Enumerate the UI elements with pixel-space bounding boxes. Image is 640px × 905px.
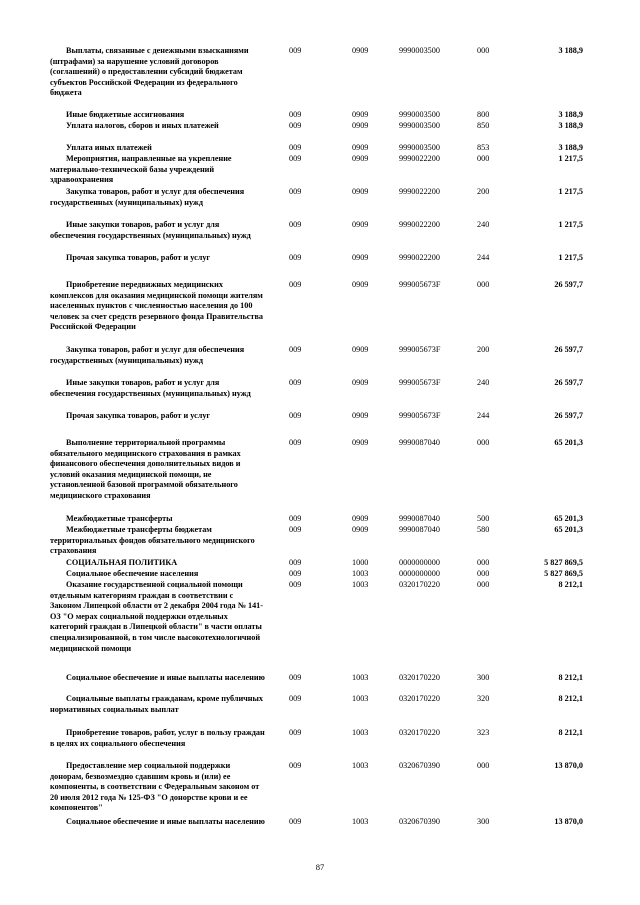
- row-name: Социальное обеспечение и иные выплаты населению: [66, 673, 265, 682]
- row-name: Приобретение передвижных медицинских комплексов для оказания медицинской помощи жителям населенных пунктов с численностью населения до 100 человек за счет средств резервного фонда Правительства Российской Федерации: [50, 280, 263, 332]
- amount-value: 8 212,1: [558, 580, 583, 589]
- target-code: 0320670390: [399, 761, 440, 770]
- row-name: Межбюджетные трансферты: [66, 514, 173, 523]
- target-code: 0000000000: [399, 558, 440, 567]
- target-code: 9990022200: [399, 154, 440, 163]
- expense-code: 850: [477, 121, 490, 130]
- section-code: 0909: [352, 121, 369, 130]
- row-name: Уплата иных платежей: [66, 143, 152, 152]
- expense-code: 853: [477, 143, 490, 152]
- row-name: Прочая закупка товаров, работ и услуг: [66, 411, 211, 420]
- row-name: Прочая закупка товаров, работ и услуг: [66, 253, 211, 262]
- expense-code: 500: [477, 514, 490, 523]
- expense-code: 000: [477, 569, 490, 578]
- section-code: 1000: [352, 558, 369, 567]
- row-name: Оказание государственной социальной помощи отдельным категориям граждан в соответствии с Законом Липецкой области от 2 декабря 2004 года № 141-ОЗ "О мерах социальной поддержки отдельных категорий граждан в Липецкой области" в части оплаты специализированной, в том числе высокотехнологичной медицинской помощи: [50, 580, 263, 653]
- expense-code: 000: [477, 46, 490, 55]
- ministry-code: 009: [289, 253, 302, 262]
- amount-value: 13 870,0: [554, 761, 583, 770]
- section-code: 0909: [352, 253, 369, 262]
- amount-value: 13 870,0: [554, 817, 583, 826]
- target-code: 0320670390: [399, 817, 440, 826]
- section-code: 0909: [352, 154, 369, 163]
- expense-code: 800: [477, 110, 490, 119]
- expense-code: 323: [477, 728, 490, 737]
- expense-code: 000: [477, 761, 490, 770]
- section-code: 0909: [352, 525, 369, 534]
- ministry-code: 009: [289, 525, 302, 534]
- target-code: 999005673F: [399, 345, 441, 354]
- amount-value: 3 188,9: [558, 110, 583, 119]
- expense-code: 000: [477, 438, 490, 447]
- row-name: Социальное обеспечение и иные выплаты населению: [66, 817, 265, 826]
- section-code: 0909: [352, 220, 369, 229]
- amount-value: 26 597,7: [554, 280, 583, 289]
- target-code: 0320170220: [399, 728, 440, 737]
- expense-code: 200: [477, 187, 490, 196]
- amount-value: 3 188,9: [558, 143, 583, 152]
- section-code: 1003: [352, 694, 369, 703]
- row-name: Выплаты, связанные с денежными взысканиями (штрафами) за нарушение условий договоров (соглашений) о предоставлении субсидий бюджетам субъектов Российской Федерации из федерального бюджета: [50, 46, 249, 98]
- amount-value: 3 188,9: [558, 121, 583, 130]
- ministry-code: 009: [289, 110, 302, 119]
- amount-value: 1 217,5: [558, 253, 583, 262]
- ministry-code: 009: [289, 187, 302, 196]
- ministry-code: 009: [289, 345, 302, 354]
- expense-code: 580: [477, 525, 490, 534]
- ministry-code: 009: [289, 558, 302, 567]
- section-code: 0909: [352, 438, 369, 447]
- target-code: 0320170220: [399, 580, 440, 589]
- amount-value: 1 217,5: [558, 154, 583, 163]
- amount-value: 1 217,5: [558, 220, 583, 229]
- row-name: Закупка товаров, работ и услуг для обеспечения государственных (муниципальных) нужд: [50, 345, 245, 365]
- expense-code: 000: [477, 580, 490, 589]
- amount-value: 65 201,3: [554, 514, 583, 523]
- ministry-code: 009: [289, 378, 302, 387]
- row-name: Иные закупки товаров, работ и услуг для обеспечения государственных (муниципальных) нужд: [50, 378, 251, 398]
- target-code: 9990003500: [399, 143, 440, 152]
- row-name: Социальное обеспечение населения: [66, 569, 199, 578]
- target-code: 0320170220: [399, 673, 440, 682]
- expense-code: 244: [477, 253, 490, 262]
- ministry-code: 009: [289, 46, 302, 55]
- amount-value: 65 201,3: [554, 438, 583, 447]
- amount-value: 8 212,1: [558, 694, 583, 703]
- section-code: 1003: [352, 817, 369, 826]
- target-code: 9990003500: [399, 121, 440, 130]
- amount-value: 5 827 869,5: [544, 558, 583, 567]
- section-code: 0909: [352, 411, 369, 420]
- row-name: Выполнение территориальной программы обязательного медицинского страхования в рамках финансового обеспечения дополнительных видов и условий оказания медицинской помощи, не установленной базовой программой обязательного медицинского страхования: [50, 438, 241, 500]
- expense-code: 320: [477, 694, 490, 703]
- section-code: 1003: [352, 580, 369, 589]
- row-name: Иные бюджетные ассигнования: [66, 110, 185, 119]
- ministry-code: 009: [289, 280, 302, 289]
- ministry-code: 009: [289, 154, 302, 163]
- row-name: Иные закупки товаров, работ и услуг для обеспечения государственных (муниципальных) нужд: [50, 220, 251, 240]
- row-name: Мероприятия, направленные на укрепление материально-технической базы учреждений здравоохранения: [50, 154, 232, 185]
- target-code: 9990022200: [399, 187, 440, 196]
- target-code: 999005673F: [399, 411, 441, 420]
- row-name: Уплата налогов, сборов и иных платежей: [66, 121, 219, 130]
- section-code: 0909: [352, 46, 369, 55]
- expense-code: 000: [477, 558, 490, 567]
- target-code: 9990022200: [399, 253, 440, 262]
- target-code: 9990087040: [399, 514, 440, 523]
- amount-value: 65 201,3: [554, 525, 583, 534]
- ministry-code: 009: [289, 761, 302, 770]
- section-code: 0909: [352, 110, 369, 119]
- section-code: 0909: [352, 143, 369, 152]
- expense-code: 000: [477, 154, 490, 163]
- amount-value: 26 597,7: [554, 411, 583, 420]
- target-code: 9990022200: [399, 220, 440, 229]
- expense-code: 300: [477, 673, 490, 682]
- target-code: 9990087040: [399, 438, 440, 447]
- ministry-code: 009: [289, 438, 302, 447]
- ministry-code: 009: [289, 673, 302, 682]
- row-name: Закупка товаров, работ и услуг для обеспечения государственных (муниципальных) нужд: [50, 187, 245, 207]
- target-code: 0000000000: [399, 569, 440, 578]
- ministry-code: 009: [289, 143, 302, 152]
- page-number: 87: [315, 862, 325, 872]
- ministry-code: 009: [289, 121, 302, 130]
- row-name: Приобретение товаров, работ, услуг в пользу граждан в целях их социального обеспечения: [50, 728, 265, 748]
- expense-code: 000: [477, 280, 490, 289]
- expense-code: 244: [477, 411, 490, 420]
- amount-value: 3 188,9: [558, 46, 583, 55]
- amount-value: 26 597,7: [554, 345, 583, 354]
- amount-value: 1 217,5: [558, 187, 583, 196]
- section-code: 0909: [352, 378, 369, 387]
- section-code: 0909: [352, 280, 369, 289]
- amount-value: 8 212,1: [558, 728, 583, 737]
- ministry-code: 009: [289, 694, 302, 703]
- expense-code: 300: [477, 817, 490, 826]
- target-code: 9990003500: [399, 110, 440, 119]
- amount-value: 5 827 869,5: [544, 569, 583, 578]
- section-code: 0909: [352, 514, 369, 523]
- target-code: 0320170220: [399, 694, 440, 703]
- section-code: 0909: [352, 345, 369, 354]
- target-code: 999005673F: [399, 280, 441, 289]
- amount-value: 26 597,7: [554, 378, 583, 387]
- row-name: Социальные выплаты гражданам, кроме публичных нормативных социальных выплат: [50, 694, 263, 714]
- amount-value: 8 212,1: [558, 673, 583, 682]
- target-code: 999005673F: [399, 378, 441, 387]
- row-name: СОЦИАЛЬНАЯ ПОЛИТИКА: [66, 558, 178, 567]
- ministry-code: 009: [289, 817, 302, 826]
- section-code: 1003: [352, 673, 369, 682]
- expense-code: 240: [477, 220, 490, 229]
- ministry-code: 009: [289, 728, 302, 737]
- row-name: Предоставление мер социальной поддержки донорам, безвозмездно сдавшим кровь и (или) ее компоненты, в соответствии с Федеральным законом от 20 июля 2012 года № 125-ФЗ "О донорстве крови и ее компонентов": [50, 761, 260, 813]
- section-code: 1003: [352, 761, 369, 770]
- ministry-code: 009: [289, 569, 302, 578]
- ministry-code: 009: [289, 514, 302, 523]
- section-code: 1003: [352, 728, 369, 737]
- expense-code: 200: [477, 345, 490, 354]
- row-name: Межбюджетные трансферты бюджетам территориальных фондов обязательного медицинского страхования: [50, 525, 255, 556]
- ministry-code: 009: [289, 220, 302, 229]
- target-code: 9990003500: [399, 46, 440, 55]
- section-code: 1003: [352, 569, 369, 578]
- expense-code: 240: [477, 378, 490, 387]
- ministry-code: 009: [289, 580, 302, 589]
- ministry-code: 009: [289, 411, 302, 420]
- target-code: 9990087040: [399, 525, 440, 534]
- section-code: 0909: [352, 187, 369, 196]
